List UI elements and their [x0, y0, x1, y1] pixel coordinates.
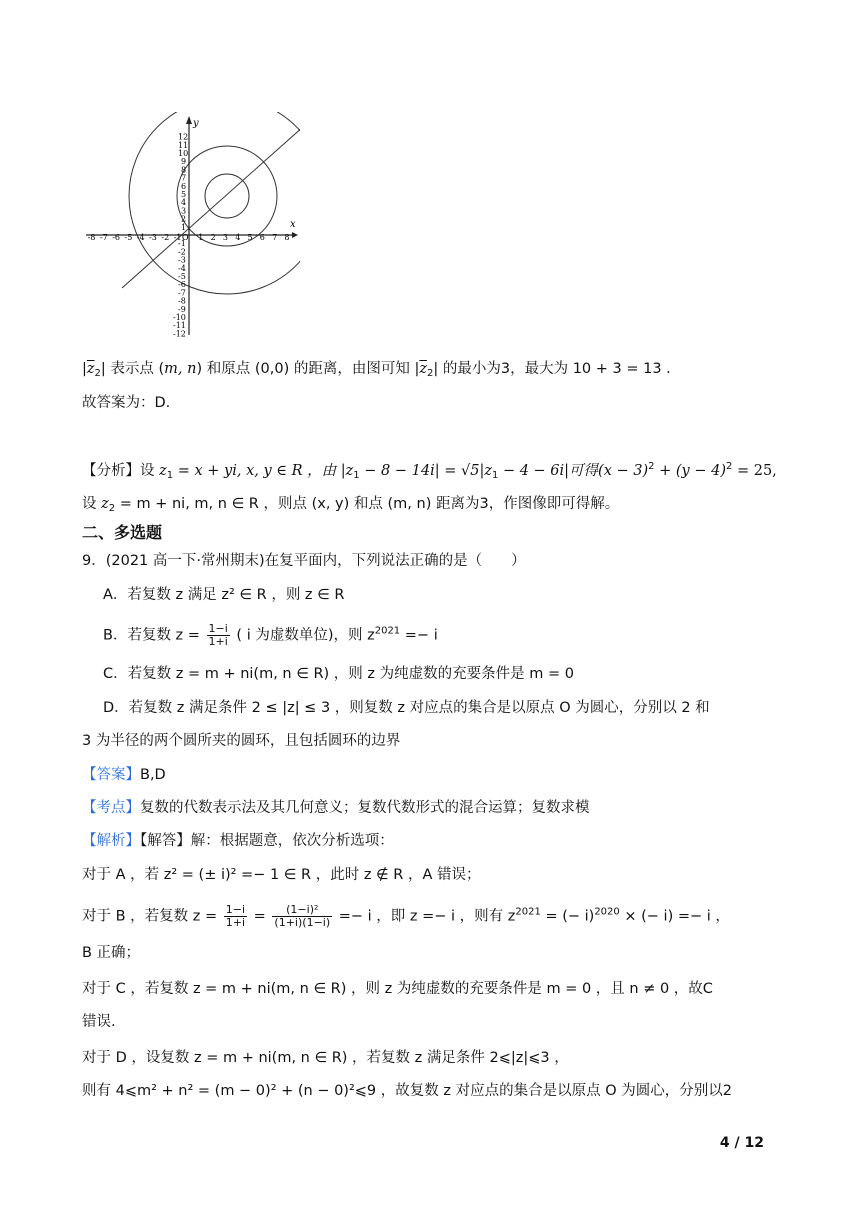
y-axis-label: y — [193, 118, 199, 129]
analysis-line-1: 【分析】设 $z_1 = x$ + yi, x, y ∈ R ，由 $|z_1 - 8 - 14i| = √5|z_1 - 4 - 6i|$可得$(x - 3)^2 + (y - 4)^2 = 25$, — [82, 461, 777, 481]
x-tick-label: O — [182, 233, 189, 242]
text-answer-d: 故答案为：D. — [82, 395, 171, 411]
y-tick-label: -11 — [173, 321, 186, 331]
x-tick-label: -1 — [173, 233, 182, 242]
y-tick-label: -12 — [173, 329, 186, 338]
page-number: 4 / 12 — [719, 1135, 764, 1151]
question-9: 9．(2021 高一下·常州期末)在复平面内，下列说法正确的是（ ） — [82, 553, 526, 569]
x-tick-labels — [88, 233, 290, 242]
x-tick-label: 8 — [284, 233, 290, 242]
y-tick-label: 10 — [178, 149, 189, 158]
x-tick-label: 1 — [198, 233, 204, 242]
y-tick-label: -8 — [178, 296, 186, 306]
x-tick-label: 4 — [235, 233, 241, 242]
solution-a: 对于 A ，若 z² = (± i)² =− 1 ∈ R ，此时 z ∉ R ，A 错误； — [82, 867, 481, 883]
x-axis-label: x — [290, 219, 296, 230]
circle-outer — [129, 112, 300, 294]
x-tick-label: -7 — [99, 233, 108, 242]
y-tick-label: 8 — [181, 165, 187, 175]
y-tick-label: -5 — [178, 272, 186, 281]
y-tick-label: 7 — [181, 173, 187, 183]
diagonal-line — [122, 118, 300, 288]
x-tick-label: -2 — [161, 233, 170, 242]
knowledge-points: 【考点】复数的代数表示法及其几何意义；复数代数形式的混合运算；复数求模 — [82, 800, 590, 816]
y-tick-label: 11 — [178, 140, 189, 150]
y-tick-label: 5 — [181, 190, 187, 199]
option-b: B．若复数 z = $\frac{1-i}{1+i}$ ( i 为虚数单位)，则 $z^{2021} =- i$ — [103, 622, 438, 648]
y-tick-label: -1 — [178, 239, 186, 249]
option-d-line-2: 3 为半径的两个圆所夹的圆环，且包括圆环的边界 — [82, 733, 401, 749]
x-tick-label: 2 — [210, 233, 216, 242]
option-d-line-1: D．若复数 z 满足条件 2 ≤ |z| ≤ 3 ，则复数 z 对应点的集合是以原点 O 为圆心，分别以 2 和 — [103, 700, 710, 716]
y-tick-label: 6 — [181, 181, 187, 191]
solution-b-line-2: B 正确； — [82, 945, 141, 961]
y-tick-label: 12 — [178, 132, 189, 142]
solution-c-line-2: 错误. — [82, 1014, 116, 1030]
y-tick-label: -10 — [173, 313, 186, 322]
y-tick-label: -4 — [178, 263, 186, 273]
section-heading: 二、多选题 — [82, 523, 163, 542]
solution-b-line-1: 对于 B ，若复数 z = $\frac{1-i}{1+i}$ = $\frac{\text{(1−i)²}}{(1+i)(1-i)}$ =− i ，即 z =− i ，则有 $z^{2021}$ = (− i)$^{2020}$ × (− i) =− i ， — [82, 903, 730, 929]
y-tick-label: -6 — [178, 280, 186, 290]
answer: 【答案】B,D — [82, 767, 166, 783]
solution-d-line-2: 则有 4⩽m² + n² = (m − 0)² + (n − 0)²⩽9 ，故复数 z 对应点的集合是以原点 O 为圆心，分别以2 — [82, 1083, 732, 1099]
solution-d-line-1: 对于 D ，设复数 z = m + ni(m, n ∈ R) ，若复数 z 满足条件 2⩽|z|⩽3 ， — [82, 1050, 569, 1066]
option-a: A．若复数 z 满足 z² ∈ R ，则 z ∈ R — [103, 587, 345, 603]
y-tick-label: -3 — [178, 255, 186, 265]
circle-middle — [177, 146, 277, 249]
y-tick-label: -7 — [178, 288, 186, 298]
complex-plane-figure — [80, 112, 300, 338]
x-tick-label: 6 — [259, 233, 265, 242]
y-tick-label: 2 — [181, 214, 187, 224]
y-tick-label: 4 — [181, 198, 187, 208]
x-tick-label: -5 — [124, 233, 133, 242]
x-tick-label: 5 — [247, 233, 253, 242]
x-tick-label: -4 — [136, 233, 145, 242]
x-tick-label: -3 — [149, 233, 157, 242]
x-tick-label: 3 — [222, 233, 228, 242]
solution-c-line-1: 对于 C ，若复数 z = m + ni(m, n ∈ R) ，则 z 为纯虚数的充要条件是 m = 0 ，且 n ≠ 0 ，故C — [82, 981, 713, 997]
y-tick-label: -2 — [178, 247, 186, 257]
option-c: C．若复数 z = m + ni(m, n ∈ R) ，则 z 为纯虚数的充要条件是 m = 0 — [103, 666, 574, 682]
text-line-1: $|\overline{z}_2|$ 表示点 (m, n) 和原点 (0,0) 的距离，由图可知 $|\overline{z}_2|$ 的最小为3，最大为 10 + 3 = 13 . — [82, 361, 671, 379]
y-tick-label: -9 — [178, 304, 186, 314]
fraction-b2: $\frac{1-i}{1+i}$ — [225, 903, 246, 929]
fraction-b: $\frac{1-i}{1+i}$ — [208, 622, 228, 648]
solution-intro: 【解析】【解答】解：根据题意，依次分析选项： — [82, 833, 394, 849]
y-tick-label: 1 — [181, 222, 187, 232]
x-tick-label: -8 — [87, 233, 96, 242]
analysis-line-2: 设 $z_2 = m$ + ni, m, n ∈ R ，则点 (x, y) 和点 (m, n) 距离为3，作图像即可得解。 — [82, 496, 620, 514]
y-tick-label: 3 — [181, 206, 187, 216]
fraction-b3: $\frac{\text{(1−i)²}}{(1+i)(1-i)}$ — [274, 903, 331, 929]
y-tick-label: 9 — [181, 157, 187, 167]
x-tick-label: -6 — [112, 233, 120, 242]
x-tick-label: 7 — [272, 233, 278, 242]
